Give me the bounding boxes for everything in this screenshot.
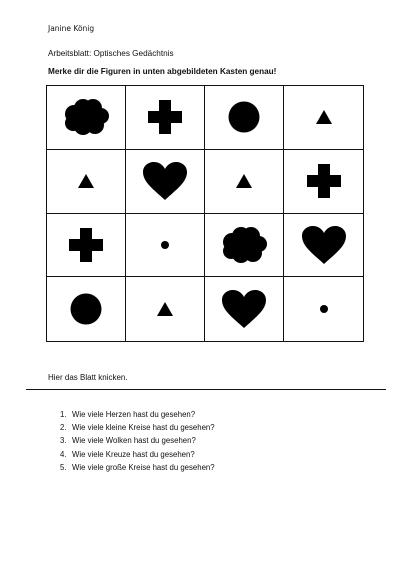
big-circle-icon bbox=[228, 101, 260, 133]
question-number: 3. bbox=[60, 436, 67, 446]
question-item bbox=[60, 421, 215, 434]
small-triangle-icon bbox=[157, 302, 173, 316]
small-dot-icon bbox=[320, 305, 328, 313]
grid-cell bbox=[205, 214, 284, 278]
small-dot-icon bbox=[161, 241, 169, 249]
heart-icon bbox=[143, 162, 187, 200]
grid-cell bbox=[205, 150, 284, 214]
instruction-text: Merke dir die Figuren in unten abgebildeten Kasten genau! bbox=[48, 67, 277, 76]
grid-cell bbox=[126, 150, 205, 214]
question-item bbox=[60, 408, 215, 421]
grid-cell bbox=[47, 214, 126, 278]
question-number: 5. bbox=[60, 462, 67, 472]
fold-line bbox=[26, 389, 386, 390]
small-triangle-icon bbox=[236, 174, 252, 188]
grid-cell bbox=[205, 86, 284, 150]
small-triangle-icon bbox=[316, 110, 332, 124]
worksheet-title: Arbeitsblatt: Optisches Gedächtnis bbox=[48, 49, 174, 58]
grid-cell bbox=[47, 150, 126, 214]
fold-instruction: Hier das Blatt knicken. bbox=[48, 373, 128, 382]
question-text: Wie viele große Kreise hast du gesehen? bbox=[72, 462, 215, 472]
heart-icon bbox=[222, 290, 266, 328]
grid-cell bbox=[47, 277, 126, 341]
grid-cell bbox=[205, 277, 284, 341]
grid-cell bbox=[126, 277, 205, 341]
author-name: Janine König bbox=[48, 24, 95, 33]
shape-grid bbox=[46, 85, 364, 342]
grid-cell bbox=[284, 86, 363, 150]
grid-cell bbox=[126, 86, 205, 150]
cross-icon bbox=[307, 164, 341, 198]
question-text: Wie viele Kreuze hast du gesehen? bbox=[72, 449, 195, 459]
question-item bbox=[60, 461, 215, 474]
question-text: Wie viele kleine Kreise hast du gesehen? bbox=[72, 423, 215, 433]
grid-cell bbox=[126, 214, 205, 278]
cross-icon bbox=[69, 228, 103, 262]
question-list bbox=[60, 408, 215, 474]
heart-icon bbox=[302, 226, 346, 264]
grid-cell bbox=[284, 150, 363, 214]
question-text: Wie viele Wolken hast du gesehen? bbox=[72, 436, 196, 446]
question-number: 4. bbox=[60, 449, 67, 459]
question-number: 1. bbox=[60, 410, 67, 419]
cloud-icon bbox=[219, 225, 269, 265]
big-circle-icon bbox=[70, 293, 102, 325]
grid-cell bbox=[284, 214, 363, 278]
cross-icon bbox=[148, 100, 182, 134]
question-number: 2. bbox=[60, 423, 67, 433]
grid-cell bbox=[284, 277, 363, 341]
grid-cell bbox=[47, 86, 126, 150]
small-triangle-icon bbox=[78, 174, 94, 188]
question-item bbox=[60, 448, 215, 461]
question-text: Wie viele Herzen hast du gesehen? bbox=[72, 410, 196, 419]
question-item bbox=[60, 434, 215, 447]
cloud-icon bbox=[61, 97, 111, 137]
